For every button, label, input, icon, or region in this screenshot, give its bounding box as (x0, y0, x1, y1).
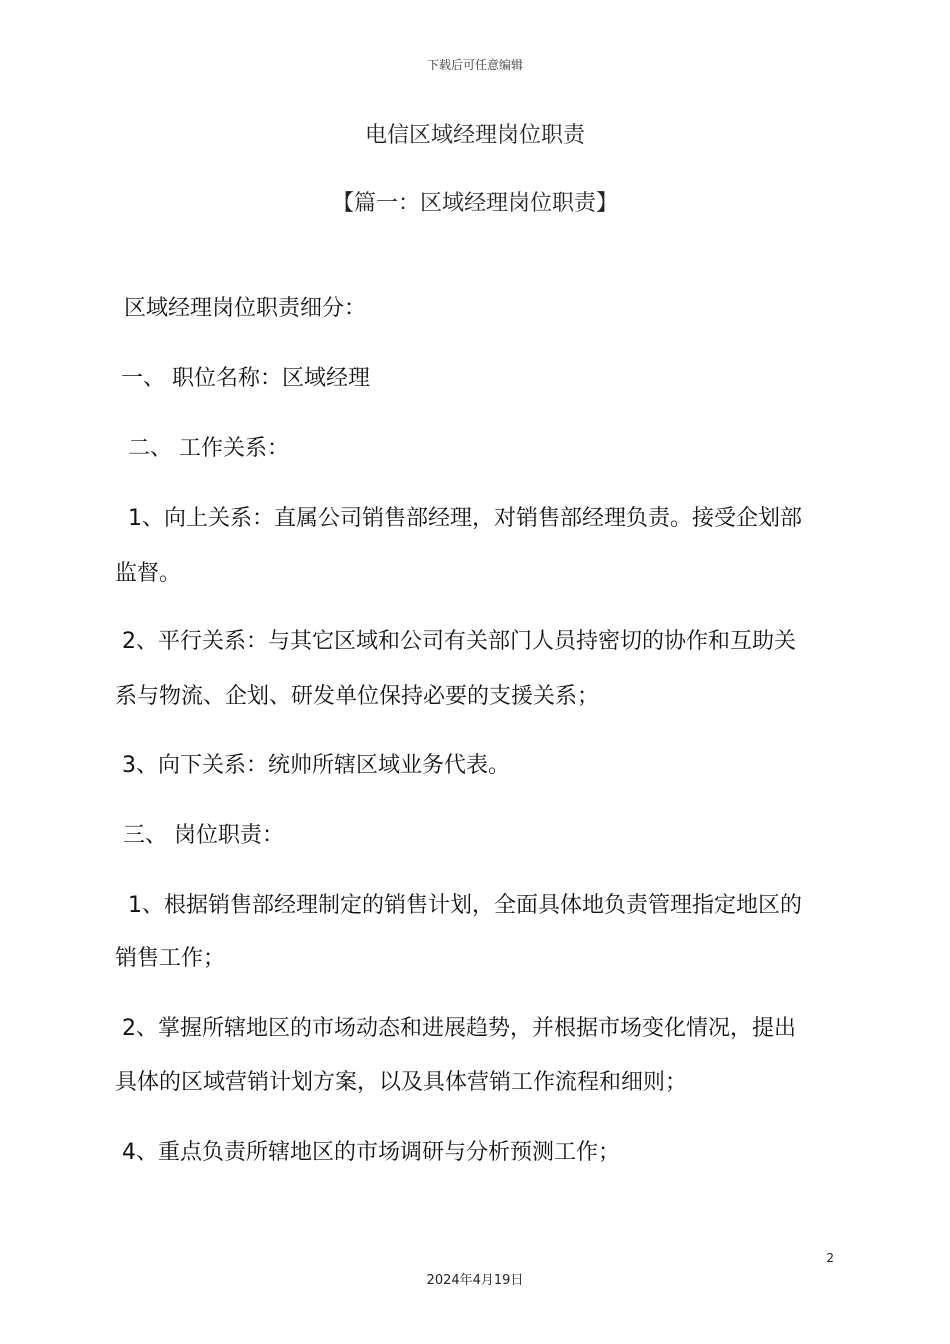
paragraph-line: 系与物流、企划、研发单位保持必要的支援关系； (115, 684, 600, 709)
page-number: 2 (826, 1251, 834, 1265)
paragraph-line: 4、重点负责所辖地区的市场调研与分析预测工作； (122, 1140, 620, 1165)
paragraph-line: 区域经理岗位职责细分： (124, 296, 367, 321)
footer-date: 2024年4月19日 (426, 1273, 524, 1288)
paragraph-line: 销售工作； (115, 946, 226, 971)
paragraph-line: 3、向下关系：统帅所辖区域业务代表。 (122, 753, 510, 778)
document-title: 电信区域经理岗位职责 (364, 123, 585, 148)
paragraph-line: 具体的区域营销计划方案，以及具体营销工作流程和细则； (115, 1070, 688, 1095)
section-title: 【篇一：区域经理岗位职责】 (331, 191, 618, 216)
header-note: 下载后可任意编辑 (426, 58, 523, 72)
paragraph-line: 三、 岗位职责： (123, 823, 284, 848)
paragraph-line: 2、掌握所辖地区的市场动态和进展趋势，并根据市场变化情况，提出 (122, 1016, 796, 1041)
paragraph-line: 2、平行关系：与其它区域和公司有关部门人员持密切的协作和互助关 (122, 629, 796, 654)
paragraph-line: 一、 职位名称：区域经理 (121, 366, 370, 391)
paragraph-line: 二、 工作关系： (128, 436, 289, 461)
paragraph-line: 1、向上关系：直属公司销售部经理，对销售部经理负责。接受企划部 (128, 506, 802, 531)
paragraph-line: 1、根据销售部经理制定的销售计划，全面具体地负责管理指定地区的 (128, 893, 802, 918)
paragraph-line: 监督。 (115, 561, 182, 586)
